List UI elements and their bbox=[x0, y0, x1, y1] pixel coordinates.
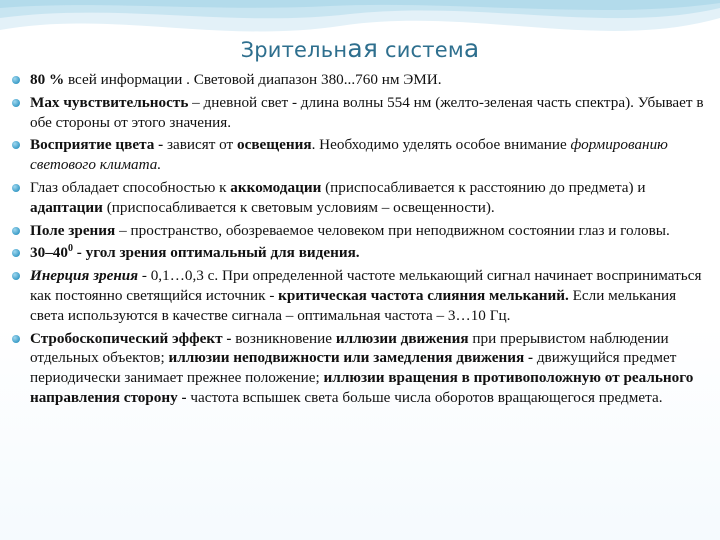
bullet-bold-text: иллюзии движения bbox=[335, 329, 469, 347]
title-part: систем bbox=[378, 38, 464, 62]
bullet-bold-text: - угол зрения оптимальный для видения. bbox=[72, 244, 360, 262]
bullet-text: движущийся предмет периодически занимает прежнее положение; bbox=[30, 349, 677, 387]
bullet-bold-text: Max чувствительность bbox=[30, 93, 189, 111]
bullet-bold-text: освещения bbox=[237, 136, 312, 154]
bullet-list bbox=[10, 70, 706, 411]
bullet-text: при прерывистом наблюдении отдельных объектов; bbox=[30, 329, 669, 367]
bullet-text: Если мелькания света используются в качестве сигнала – оптимальная частота – 3…10 Гц. bbox=[30, 286, 677, 324]
bullet-icon bbox=[12, 76, 20, 84]
bullet-item bbox=[10, 329, 706, 408]
bullet-text: – пространство, обозреваемое человеком при неподвижном состоянии глаз и головы. bbox=[115, 221, 670, 239]
bullet-item bbox=[10, 266, 706, 325]
slide-title bbox=[0, 34, 720, 63]
title-part-large: ая bbox=[347, 34, 379, 63]
bullet-item bbox=[10, 178, 706, 218]
bullet-item bbox=[10, 70, 706, 90]
bullet-bold-text: иллюзии вращения в противоположную от реального направления сторону - bbox=[30, 369, 694, 406]
bullet-bold-text: Поле зрения bbox=[30, 221, 116, 239]
bullet-bold-text: 30–40 bbox=[30, 244, 68, 262]
bullet-text: Глаз обладает способностью к bbox=[30, 178, 231, 196]
bullet-bold-text: Стробоскопический эффект - bbox=[30, 329, 236, 347]
bullet-icon bbox=[12, 272, 20, 280]
bullet-bold-text: иллюзии неподвижности или замедления движения - bbox=[168, 349, 534, 367]
bullet-item bbox=[10, 243, 706, 263]
bullet-bold-text: аккомодации bbox=[230, 178, 322, 196]
bullet-icon bbox=[12, 141, 20, 149]
bullet-text: (приспосабливается к расстоянию до предмета) и bbox=[321, 178, 646, 196]
bullet-bold-text: 80 % bbox=[30, 71, 65, 88]
bullet-icon bbox=[12, 99, 20, 107]
bullet-icon bbox=[12, 335, 20, 343]
title-part-large: а bbox=[463, 34, 480, 63]
bullet-text: – дневной свет - длина волны 554 нм (желто-зеленая часть спектра). Убывает в обе стороны от этого значения. bbox=[30, 93, 704, 131]
bullet-item bbox=[10, 93, 706, 133]
bullet-bold-text: Восприятие цвета - bbox=[30, 136, 167, 154]
bullet-text: - 0,1…0,3 с. При определенной частоте мелькающий сигнал начинает восприниматься как постоянно светящийся источник - bbox=[30, 267, 702, 304]
bullet-italic-text: формированию светового климата. bbox=[30, 136, 668, 174]
title-part: Зрительн bbox=[240, 38, 348, 62]
bullet-icon bbox=[12, 227, 20, 235]
bullet-text: (приспосабливается к световым условиям – освещенности). bbox=[102, 198, 495, 216]
bullet-bold-text: адаптации bbox=[30, 198, 103, 216]
bullet-item bbox=[10, 135, 706, 175]
bullet-text: . Необходимо уделять особое внимание bbox=[311, 136, 571, 154]
bullet-icon bbox=[12, 184, 20, 192]
bullet-text: всей информации . Световой диапазон 380...760 нм ЭМИ. bbox=[64, 71, 442, 88]
bullet-bold-text: критическая частота слияния мельканий. bbox=[278, 286, 569, 304]
bullet-text: возникновение bbox=[235, 329, 336, 347]
bullet-text: зависят от bbox=[166, 136, 237, 154]
degree-superscript: 0 bbox=[67, 243, 73, 255]
bullet-item bbox=[10, 221, 706, 241]
bullet-icon bbox=[12, 249, 20, 257]
bullet-text: частота вспышек света больше числа оборотов вращающегося предмета. bbox=[186, 388, 663, 406]
bullet-bold-italic-text: Инерция зрения bbox=[30, 267, 139, 285]
